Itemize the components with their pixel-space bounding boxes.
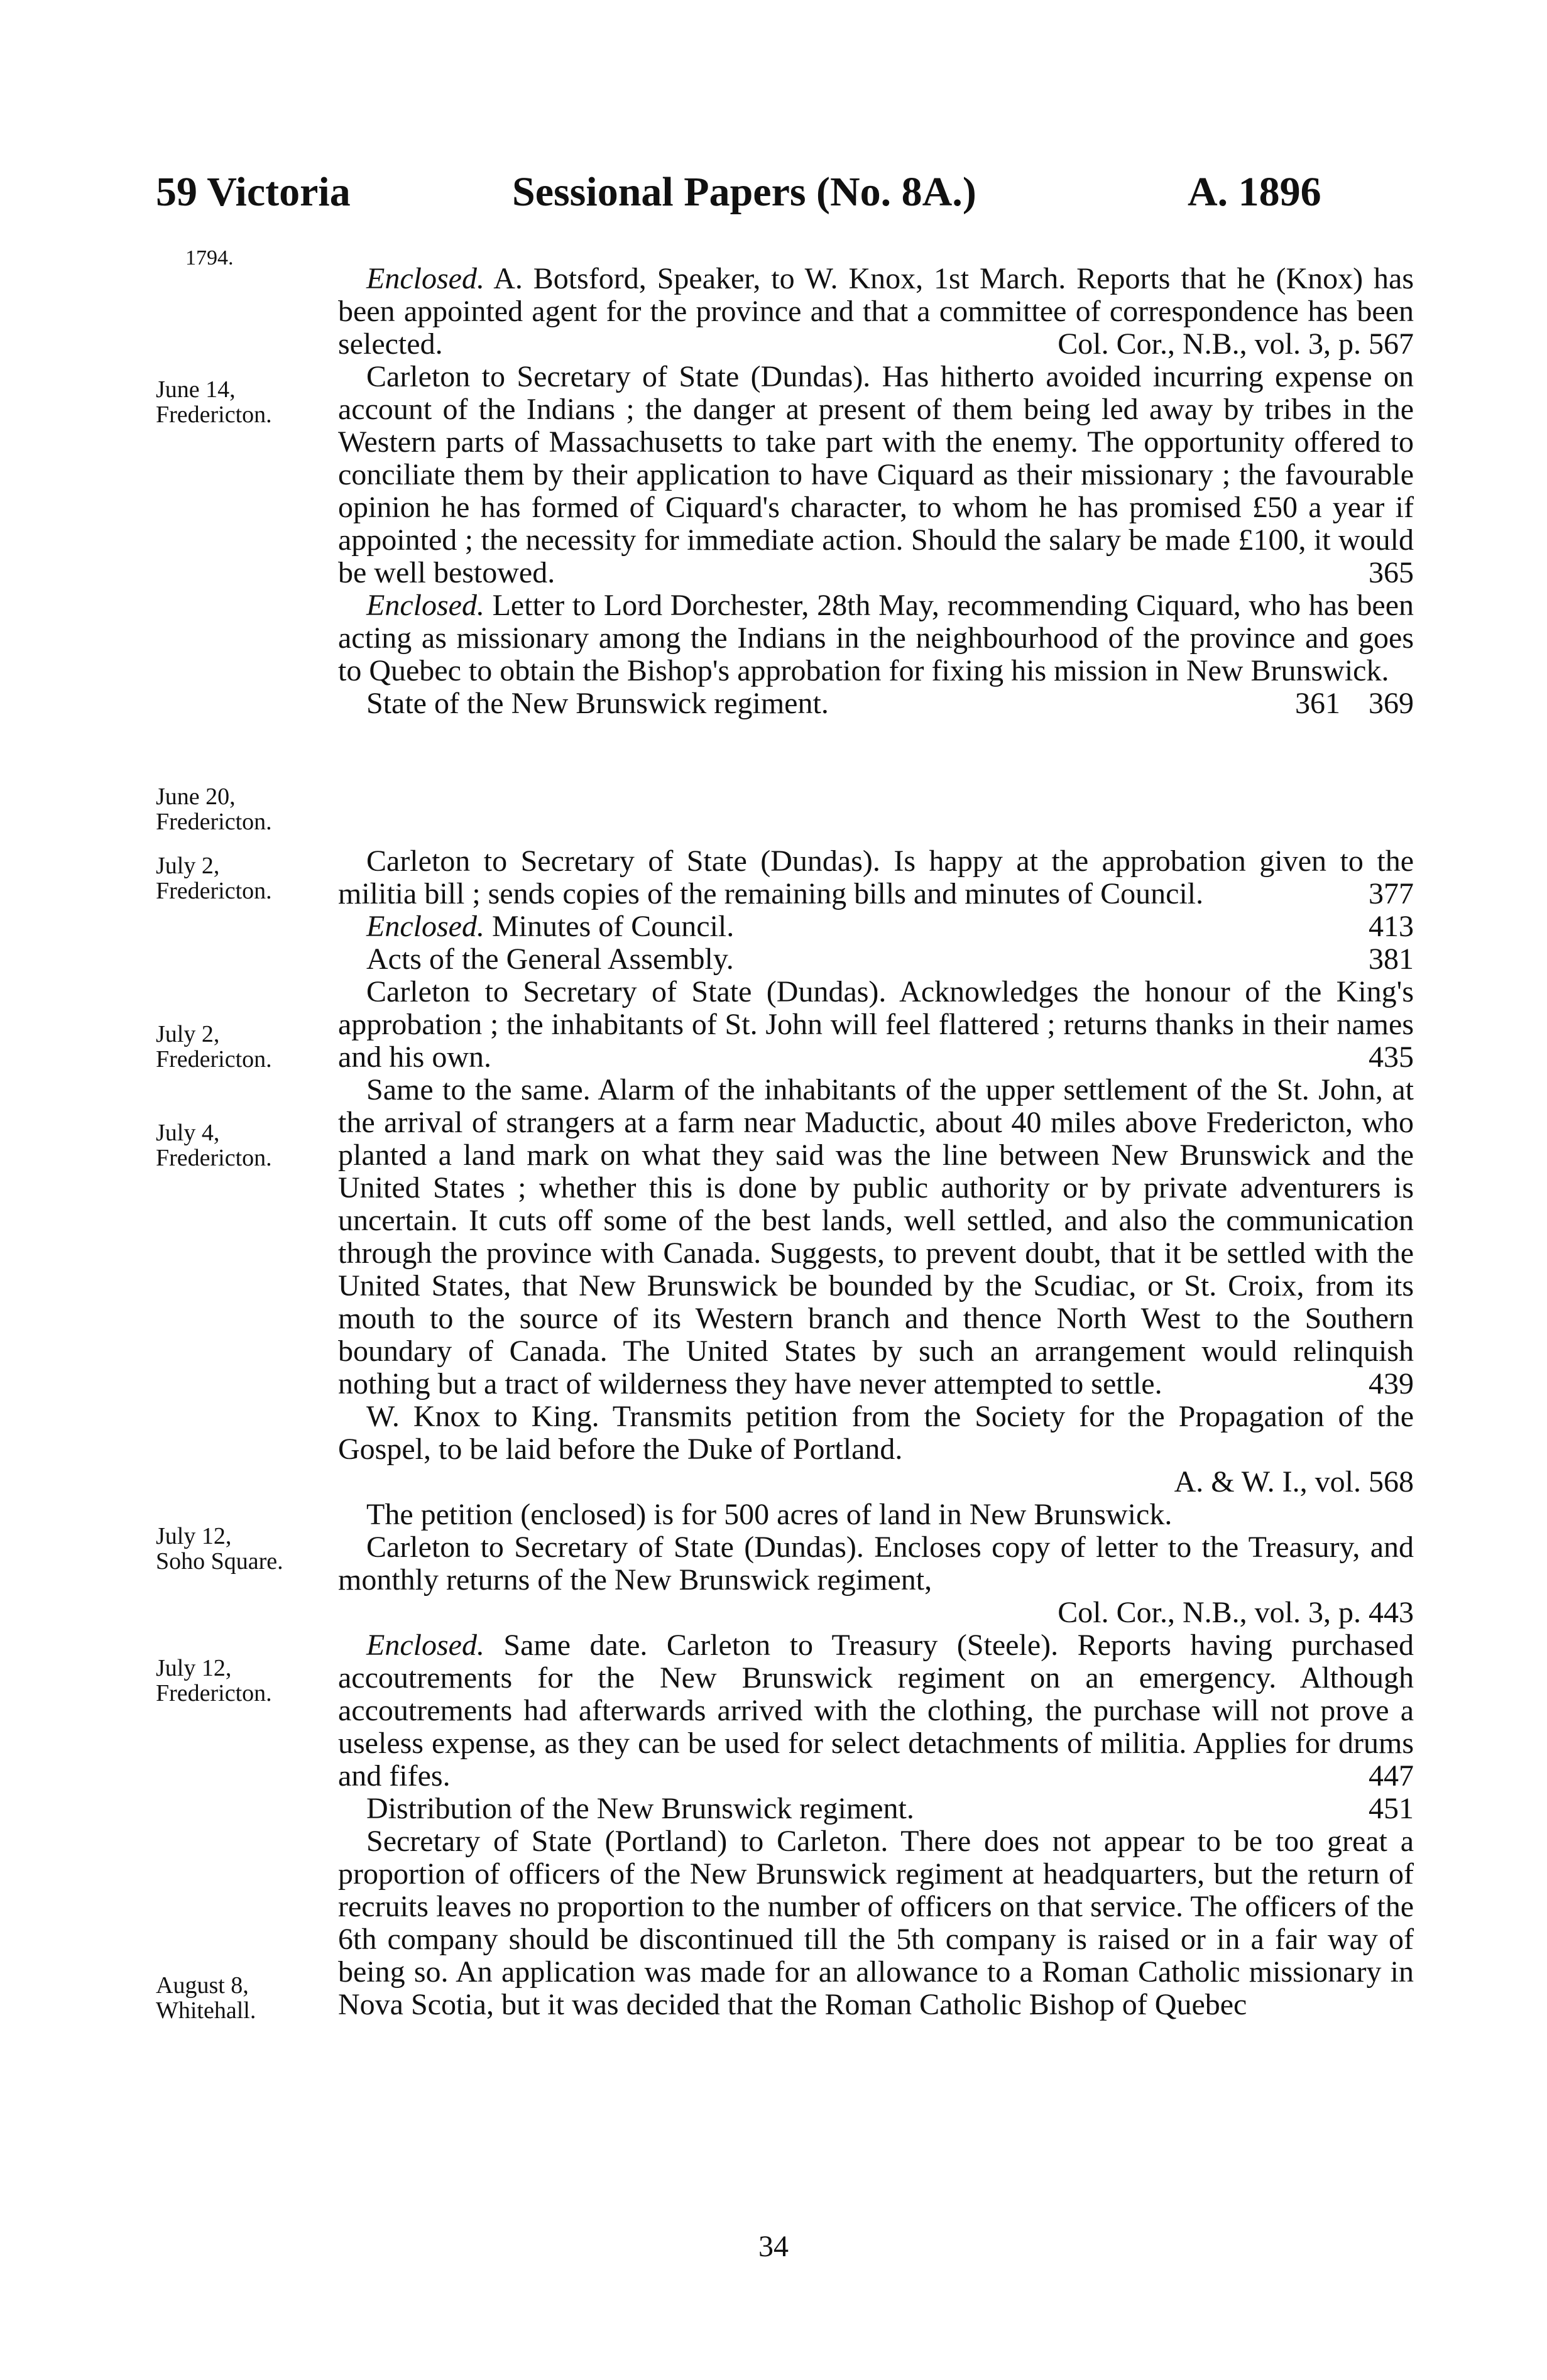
margin-place-text: Fredericton. — [156, 401, 272, 428]
margin-date-text: July 4, — [156, 1120, 220, 1146]
entry-reference: 381 — [1369, 942, 1414, 976]
entry-paragraph — [338, 1498, 1414, 1531]
entry-text: The petition (enclosed) is for 500 acres of land in New Brunswick. — [366, 1498, 1173, 1531]
entry-text: W. Knox to King. Transmits petition from the Society for the Propagation of the Gospel, to be laid before the Duke of Portland. — [338, 1400, 1414, 1466]
margin-date-8 — [156, 1973, 256, 2023]
entry-paragraph — [338, 1629, 1414, 1793]
entry-label: Enclosed. — [366, 1629, 484, 1662]
entry-label: Enclosed. — [366, 262, 484, 295]
margin-place-text: Fredericton. — [156, 1046, 272, 1073]
entry-paragraph — [338, 845, 1414, 910]
entry-reference: A. & W. I., vol. 568 — [1174, 1465, 1414, 1498]
margin-date-text: July 2, — [156, 1021, 220, 1047]
entry-label: Enclosed. — [366, 910, 484, 943]
entry-paragraph — [338, 361, 1414, 589]
entry-paragraph — [338, 1793, 1414, 1825]
entry-paragraph — [338, 1074, 1414, 1400]
margin-date-text: July 2, — [156, 853, 220, 879]
entry-text: State of the New Brunswick regiment. — [366, 687, 829, 720]
entry-text: Carleton to Secretary of State (Dundas). Encloses copy of letter to the Treasury, and monthly returns of the New Brunswick regiment, — [338, 1531, 1414, 1597]
margin-place-text: Fredericton. — [156, 1680, 272, 1706]
entry-paragraph — [338, 1825, 1414, 2021]
margin-date-4 — [156, 1022, 272, 1072]
entry-text: Secretary of State (Portland) to Carleton. There does not appear to be too great a proportion of officers of the New Brunswick regiment at headquarters, but the return of recruits leaves no proportion to the number of officers on that service. The officers of the 6th company should be discontinued till the 5th company is raised or in a fair way of being so. An application was made for an allowance to a Roman Catholic missionary in Nova Scotia, but it was decided that the Roman Catholic Bishop of Quebec — [338, 1825, 1414, 2021]
entry-reference: 365 — [1369, 556, 1414, 589]
margin-place-text: Fredericton. — [156, 809, 272, 835]
margin-date-text: June 14, — [156, 376, 236, 403]
page-header — [0, 168, 1547, 225]
margin-year: 1794. — [185, 246, 234, 270]
margin-date-text: June 20, — [156, 783, 236, 810]
margin-date-7 — [156, 1656, 272, 1706]
margin-place-text: Fredericton. — [156, 1145, 272, 1171]
entry-block-2 — [338, 845, 1414, 2021]
entry-reference: 377 — [1369, 877, 1414, 910]
entry-text: Letter to Lord Dorchester, 28th May, recommending Ciquard, who has been acting as missionary among the Indians in the neighbourhood of the province and goes to Quebec to obtain the Bishop's approbation for fixing his mission in New Brunswick. — [338, 589, 1414, 687]
entry-text: Minutes of Council. — [484, 910, 735, 943]
margin-date-6 — [156, 1524, 283, 1574]
entry-paragraph — [338, 263, 1414, 361]
header-year: A. 1896 — [1188, 169, 1321, 215]
margin-place-text: Whitehall. — [156, 1997, 256, 2024]
header-volume: 59 Victoria — [156, 169, 351, 215]
entry-paragraph — [338, 976, 1414, 1074]
entry-paragraph — [338, 910, 1414, 943]
entry-text: Same to the same. Alarm of the inhabitants of the upper settlement of the St. John, at the arrival of strangers at a farm near Maductic, about 40 miles above Fredericton, who planted a land mark on what they said was the line between New Brunswick and the United States ; whether this is done by public authority or by private adventurers is uncertain. It cuts off some of the best lands, well settled, and also the communication through the province with Canada. Suggests, to prevent doubt, that it be settled with the United States, that New Brunswick be bounded by the Scudiac, or St. Croix, from its mouth to the source of its Western branch and thence North West to the Southern boundary of Canada. The United States by such an arrangement would relinquish nothing but a tract of wilderness they have never attempted to settle. — [338, 1073, 1414, 1400]
entry-text: A. Botsford, Speaker, to W. Knox, 1st March. Reports that he (Knox) has been appointed agent for the province and that a committee of correspondence has been selected. — [338, 262, 1414, 361]
entry-text: Carleton to Secretary of State (Dundas). Has hitherto avoided incurring expense on account of the Indians ; the danger at present of them being led away by tribes in the Western parts of Massachusetts to take part with the enemy. The opportunity offered to conciliate them by their application to have Ciquard as their missionary ; the favourable opinion he has formed of Ciquard's character, to whom he has promised £50 a year if appointed ; the necessity for immediate action. Should the salary be made £100, it would be well bestowed. — [338, 360, 1414, 589]
entry-reference: 439 — [1369, 1367, 1414, 1400]
entry-paragraph — [338, 1400, 1414, 1498]
margin-date-2 — [156, 784, 272, 834]
entry-text: Same date. Carleton to Treasury (Steele). Reports having purchased accoutrements for the New Brunswick regiment on an emergency. Although accoutrements had afterwards arrived with the clothing, the purchase will not prove a useless expense, as they can be used for select detachments of militia. Applies for drums and fifes. — [338, 1629, 1414, 1793]
entry-reference: 361 — [1295, 687, 1340, 720]
entry-text: Acts of the General Assembly. — [366, 942, 734, 976]
margin-date-1 — [156, 377, 272, 427]
entry-reference: 369 — [1369, 687, 1414, 720]
margin-date-text: July 12, — [156, 1655, 232, 1681]
entry-reference: Col. Cor., N.B., vol. 3, p. 567 — [1058, 327, 1414, 361]
entry-paragraph — [338, 943, 1414, 976]
entry-reference: 413 — [1369, 910, 1414, 943]
header-title: Sessional Papers (No. 8A.) — [512, 169, 976, 215]
entry-paragraph — [338, 687, 1414, 720]
entry-text: Distribution of the New Brunswick regiment. — [366, 1792, 914, 1825]
margin-date-text: July 12, — [156, 1523, 232, 1549]
entry-reference: Col. Cor., N.B., vol. 3, p. 443 — [1058, 1596, 1414, 1629]
entry-paragraph — [338, 1531, 1414, 1629]
entry-reference: 435 — [1369, 1040, 1414, 1074]
page-number: 34 — [758, 2230, 789, 2263]
margin-date-text: August 8, — [156, 1972, 249, 1999]
entry-label: Enclosed. — [366, 589, 484, 622]
entry-text: Carleton to Secretary of State (Dundas). Acknowledges the honour of the King's approbation ; the inhabitants of St. John will feel flattered ; returns thanks in their names and his own. — [338, 975, 1414, 1074]
entry-block-1 — [338, 263, 1414, 720]
margin-date-5 — [156, 1120, 272, 1171]
entry-text: Carleton to Secretary of State (Dundas). Is happy at the approbation given to the militia bill ; sends copies of the remaining bills and minutes of Council. — [338, 844, 1414, 910]
margin-place-text: Soho Square. — [156, 1548, 283, 1575]
margin-place-text: Fredericton. — [156, 878, 272, 904]
entry-reference: 447 — [1369, 1759, 1414, 1793]
entry-reference: 451 — [1369, 1792, 1414, 1825]
margin-date-3 — [156, 853, 272, 903]
